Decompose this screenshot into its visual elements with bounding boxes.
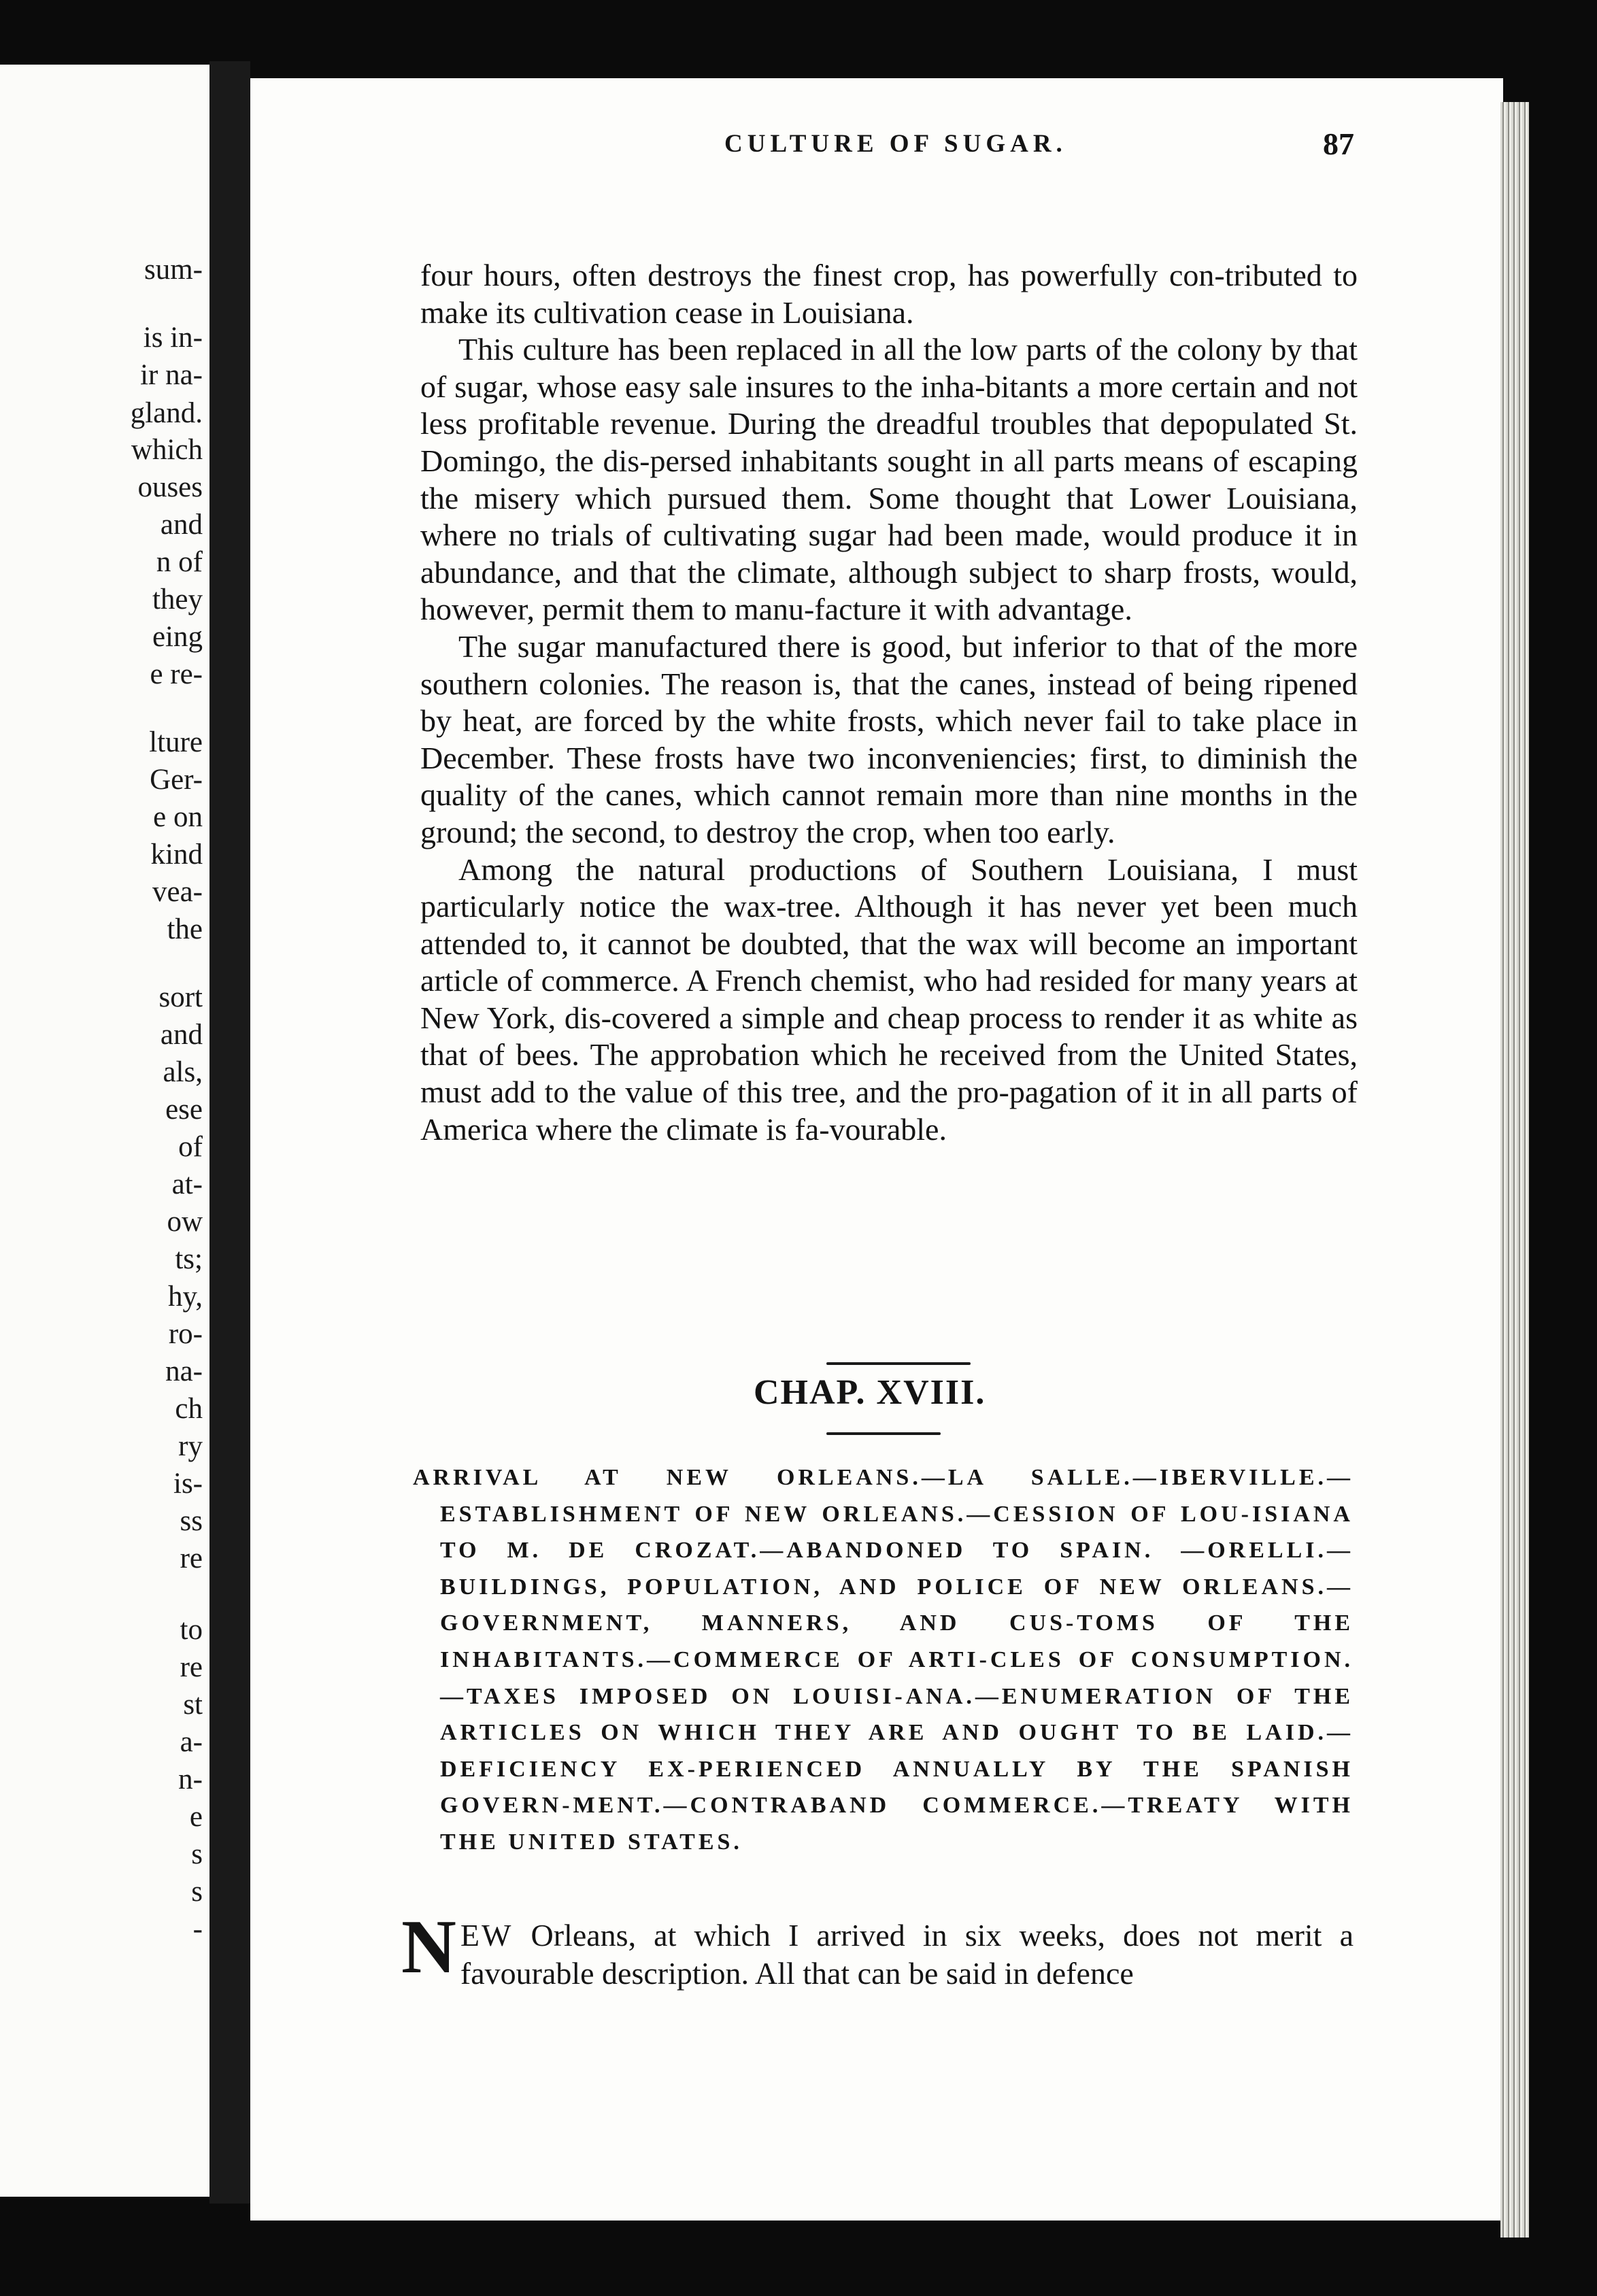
facing-page-fragment: which [131,434,203,466]
facing-page-fragment: e re- [150,658,203,690]
page-number: 87 [1323,126,1354,161]
book-gutter [209,61,250,2204]
facing-page-fragment: lture [149,726,203,758]
facing-page [0,65,214,2197]
chapter-heading: CHAP. XVIII. [754,1373,986,1412]
drop-cap: N [401,1905,456,1989]
paragraph: This culture has been replaced in all the low parts of the colony by that of sugar, whose easy sale insures to the inha-bitants a more certain and not less profitable revenue. During the dreadful troubles that depopulated St. Domingo, the dis-persed inhabitants sought in all parts means of escaping the misery which pursued them. Some thought that Lower Louisiana, where no trials of cultivating sugar had been made, would produce it in abundance, and that the climate, although subject to sharp frosts, would, however, permit them to manu-facture it with advantage. [420,332,1358,627]
facing-page-fragment: ir na- [140,359,203,391]
facing-page-fragment: kind [150,839,203,871]
facing-page-fragment: hy, [168,1281,203,1313]
facing-page-fragment: e [189,1801,203,1833]
facing-page-fragment: re [180,1542,203,1574]
facing-page-fragment: eing [152,621,203,653]
facing-page-fragment: re [180,1651,203,1683]
facing-page-fragment: ch [175,1393,203,1425]
facing-page-fragment: to [180,1614,203,1646]
facing-page-fragment: the [167,913,203,945]
facing-page-fragment: and [160,1019,203,1051]
facing-page-fragment: ow [167,1206,203,1238]
running-head: CULTURE OF SUGAR. [724,130,1067,158]
opening-text: Orleans, at which I arrived in six weeks, does not merit a favourable description. All that can be said in defence [460,1918,1354,1991]
facing-page-fragment: vea- [152,876,203,908]
body-text [420,257,1358,1148]
paragraph: The sugar manufactured there is good, but inferior to that of the more southern colonies. The reason is, that the canes, instead of being ripened by heat, are forced by the white frosts, which never fail to take place in December. These frosts have two inconveniencies; first, to diminish the quality of the canes, which cannot remain more than nine months in the ground; the second, to destroy the crop, when too early. [420,628,1358,849]
facing-page-fragment: sum- [144,254,203,286]
opening-smallcaps: EW [460,1918,514,1953]
facing-page-fragment: and [160,509,203,541]
facing-page-fragment: is in- [143,322,203,354]
page-edge [1500,102,1529,2238]
facing-page-fragment: s [191,1838,203,1870]
facing-page-fragment: ry [178,1430,203,1462]
facing-page-fragment: a- [180,1726,203,1758]
facing-page-fragment: ss [180,1505,203,1537]
facing-page-fragment: of [178,1131,203,1163]
facing-page-fragment: gland. [130,397,203,429]
facing-page-fragment: ro- [168,1318,203,1350]
facing-page-fragment: n- [178,1763,203,1795]
facing-page-fragment: - [192,1913,203,1945]
opening-paragraph [401,1905,1354,1993]
facing-page-fragment: is- [173,1468,203,1500]
facing-page-fragment: s [191,1876,203,1908]
facing-page-fragment: ts; [175,1243,203,1275]
facing-page-fragment: at- [171,1168,203,1200]
facing-page-fragment: ese [165,1094,203,1126]
paragraph: four hours, often destroys the finest crop, has powerfully con-tributed to make its cultivation cease in Louisiana. [420,258,1358,330]
facing-page-fragment: e on [153,801,203,833]
facing-page-fragment: Ger- [150,764,203,796]
heading-rule-bottom [826,1432,941,1435]
paragraph: Among the natural productions of Southern Louisiana, I must particularly notice the wax-tree. Although it has never yet been much attended to, it cannot be doubted, that the wax will become an important article of commerce. A French chemist, who had resided for many years at New York, dis-covered a simple and cheap process to render it as white as that of bees. The approbation which he received from the United States, must add to the value of this tree, and the pro-pagation of it in all parts of America where the climate is fa-vourable. [420,851,1358,1147]
facing-page-fragment: als, [163,1056,203,1088]
facing-page-fragment: ouses [137,471,203,503]
facing-page-fragment: st [183,1689,203,1721]
facing-page-fragment: they [152,584,203,615]
heading-rule-top [826,1362,971,1365]
facing-page-fragment: sort [158,981,203,1013]
chapter-summary: ARRIVAL AT NEW ORLEANS.—LA SALLE.—IBERVILLE.— ESTABLISHMENT OF NEW ORLEANS.—CESSION OF LOU-ISIANA TO M. DE CROZAT.—ABANDONED TO SPAIN. —ORELLI.—BUILDINGS, POPULATION, AND POLICE OF NEW ORLEANS.—GOVERNMENT, MANNERS, AND CUS-TOMS OF THE INHABITANTS.—COMMERCE OF ARTI-CLES OF CONSUMPTION.—TAXES IMPOSED ON LOUISI-ANA.—ENUMERATION OF THE ARTICLES ON WHICH THEY ARE AND OUGHT TO BE LAID.—DEFICIENCY EX-PERIENCED ANNUALLY BY THE SPANISH GOVERN-MENT.—CONTRABAND COMMERCE.—TREATY WITH THE UNITED STATES. [413,1465,1354,1855]
facing-page-fragment: n of [156,546,203,578]
facing-page-fragment: na- [165,1355,203,1387]
